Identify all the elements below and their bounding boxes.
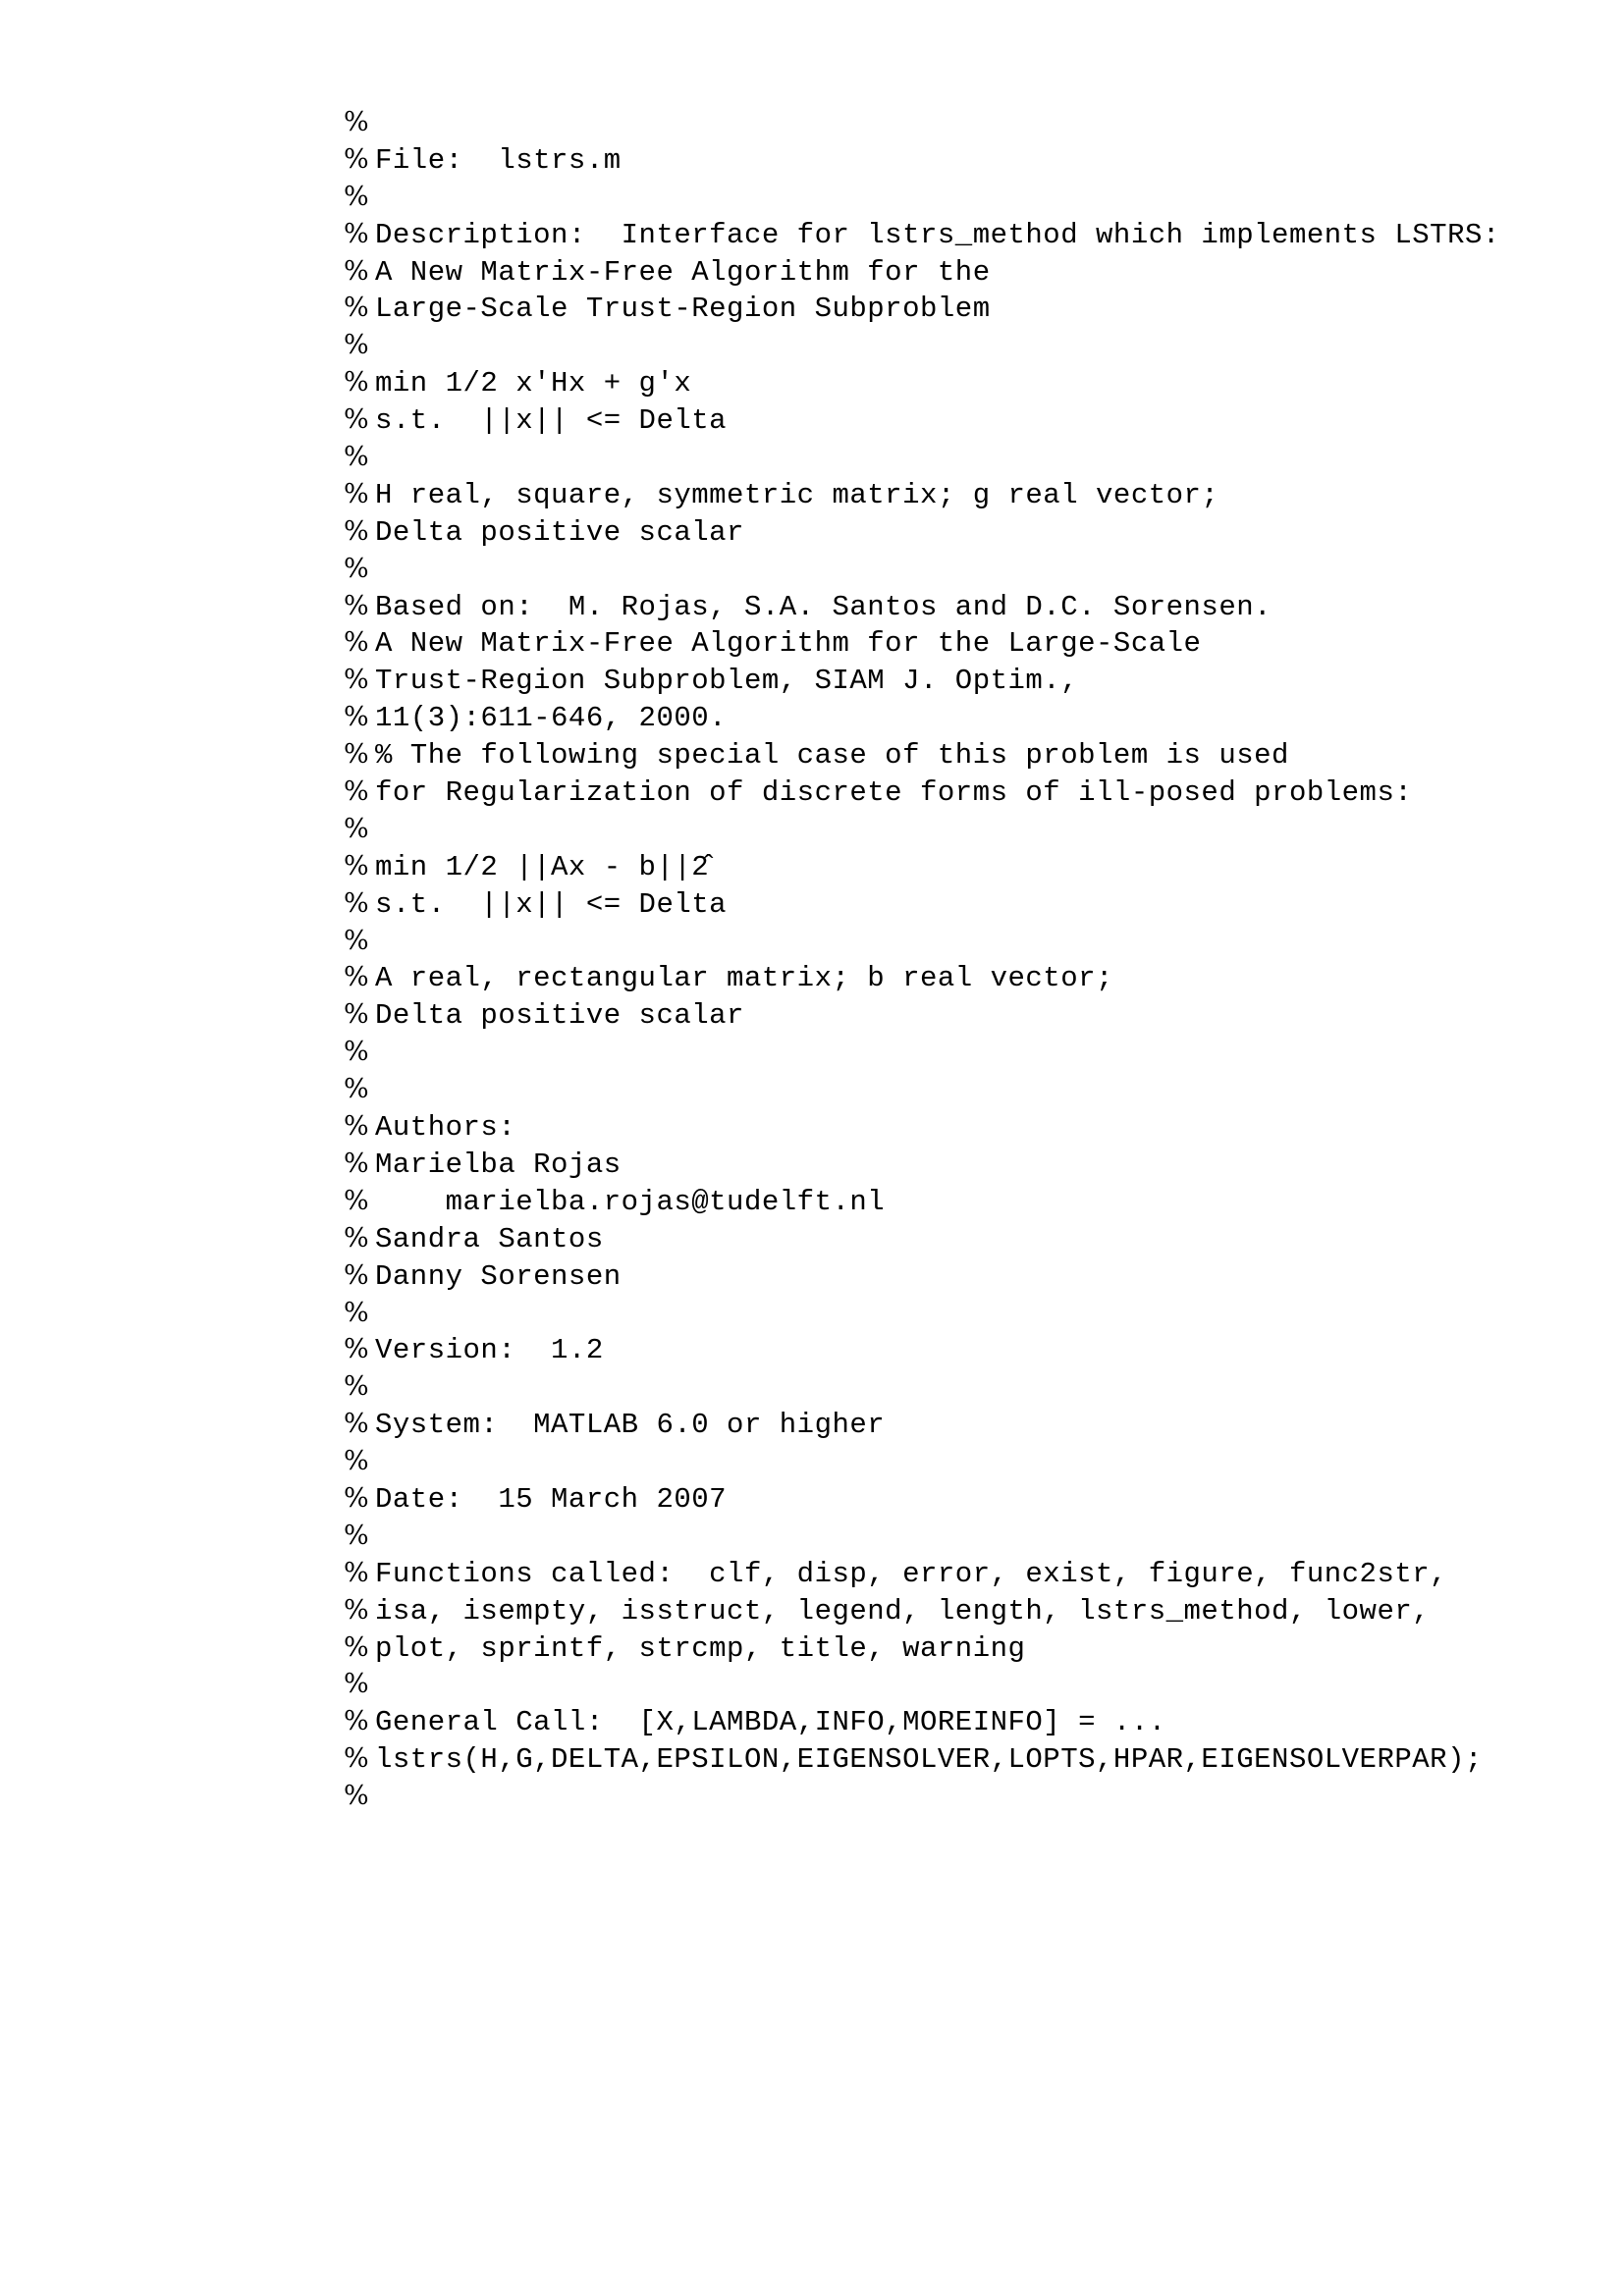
code-comment-listing: [344, 104, 1571, 1815]
comment-text: 11(3):611-646, 2000.: [375, 702, 728, 735]
comment-text: A New Matrix-Free Algorithm for the Large-Scale: [375, 627, 1202, 661]
comment-marker: %: [344, 665, 369, 696]
comment-text: min 1/2 ||Ax - b||2̂: [375, 850, 710, 883]
comment-marker: %: [344, 813, 369, 844]
comment-marker: %: [344, 850, 369, 881]
comment-text: A real, rectangular matrix; b real vector;: [375, 962, 1113, 995]
comment-text: Large-Scale Trust-Region Subproblem: [375, 293, 991, 326]
comment-line: [344, 401, 1571, 439]
comment-marker: %: [344, 1669, 369, 1700]
comment-marker: %: [344, 1446, 369, 1477]
comment-marker: %: [344, 1409, 369, 1440]
comment-line: [344, 1257, 1571, 1295]
comment-text: Danny Sorensen: [375, 1259, 622, 1293]
comment-line: [344, 1220, 1571, 1257]
comment-line: [344, 624, 1571, 662]
comment-marker: %: [344, 1520, 369, 1551]
comment-line: [344, 1480, 1571, 1518]
comment-line: [344, 141, 1571, 179]
comment-marker: %: [344, 1297, 369, 1328]
comment-text: min 1/2 x'Hx + g'x: [375, 367, 692, 400]
comment-text: General Call: [X,LAMBDA,INFO,MOREINFO] = ...: [375, 1706, 1166, 1739]
comment-line: [344, 364, 1571, 401]
comment-marker: %: [344, 590, 369, 621]
comment-line: [344, 1071, 1571, 1108]
comment-marker: %: [344, 1111, 369, 1143]
comment-line: [344, 1034, 1571, 1071]
comment-text: s.t. ||x|| <= Delta: [375, 887, 728, 921]
comment-line: [344, 216, 1571, 253]
comment-marker: %: [344, 1781, 369, 1812]
comment-marker: %: [344, 515, 369, 547]
comment-text: A New Matrix-Free Algorithm for the: [375, 255, 991, 289]
comment-marker: %: [344, 367, 369, 399]
comment-line: [344, 811, 1571, 848]
comment-text: Delta positive scalar: [375, 999, 744, 1033]
comment-text: Date: 15 March 2007: [375, 1482, 728, 1516]
comment-marker: %: [344, 181, 369, 212]
comment-text: Sandra Santos: [375, 1222, 604, 1255]
comment-text: Trust-Region Subproblem, SIAM J. Optim.,: [375, 665, 1079, 698]
comment-text: marielba.rojas@tudelft.nl: [375, 1185, 886, 1218]
comment-line: [344, 290, 1571, 327]
comment-marker: %: [344, 1482, 369, 1514]
comment-marker: %: [344, 1334, 369, 1365]
comment-text: s.t. ||x|| <= Delta: [375, 404, 728, 438]
comment-marker: %: [344, 293, 369, 324]
comment-line: [344, 1703, 1571, 1740]
comment-text: Delta positive scalar: [375, 515, 744, 549]
comment-line: [344, 1666, 1571, 1703]
comment-line: [344, 179, 1571, 216]
comment-line: [344, 662, 1571, 699]
comment-line: [344, 885, 1571, 923]
comment-line: [344, 736, 1571, 774]
comment-line: [344, 959, 1571, 996]
comment-line: [344, 253, 1571, 291]
comment-line: [344, 1368, 1571, 1406]
comment-text: H real, square, symmetric matrix; g real vector;: [375, 478, 1219, 511]
comment-line: [344, 1555, 1571, 1592]
comment-line: [344, 1518, 1571, 1555]
comment-line: [344, 1740, 1571, 1778]
comment-line: [344, 1778, 1571, 1815]
comment-line: [344, 327, 1571, 364]
comment-marker: %: [344, 553, 369, 584]
comment-marker: %: [344, 702, 369, 733]
comment-marker: %: [344, 1259, 369, 1291]
comment-marker: %: [344, 442, 369, 473]
comment-marker: %: [344, 1706, 369, 1737]
comment-marker: %: [344, 776, 369, 808]
comment-line: [344, 551, 1571, 588]
comment-text: Description: Interface for lstrs_method which implements LSTRS:: [375, 218, 1500, 251]
comment-marker: %: [344, 925, 369, 956]
comment-marker: %: [344, 404, 369, 436]
comment-line: [344, 699, 1571, 736]
comment-line: [344, 848, 1571, 885]
comment-line: [344, 588, 1571, 625]
comment-text: File: lstrs.m: [375, 143, 622, 177]
comment-marker: %: [344, 962, 369, 993]
comment-marker: %: [344, 1631, 369, 1663]
comment-marker: %: [344, 999, 369, 1031]
comment-text: System: MATLAB 6.0 or higher: [375, 1409, 886, 1442]
comment-marker: %: [344, 143, 369, 175]
comment-marker: %: [344, 1594, 369, 1626]
comment-line: [344, 1331, 1571, 1368]
comment-text: lstrs(H,G,DELTA,EPSILON,EIGENSOLVER,LOPTS,HPAR,EIGENSOLVERPAR);: [375, 1743, 1483, 1777]
comment-marker: %: [344, 1222, 369, 1254]
comment-marker: %: [344, 627, 369, 659]
comment-marker: %: [344, 218, 369, 249]
comment-text: Based on: M. Rojas, S.A. Santos and D.C. Sorensen.: [375, 590, 1272, 623]
comment-marker: %: [344, 107, 369, 137]
comment-marker: %: [344, 1557, 369, 1588]
comment-marker: %: [344, 1037, 369, 1068]
comment-marker: %: [344, 255, 369, 287]
comment-line: [344, 923, 1571, 960]
comment-line: [344, 1108, 1571, 1146]
comment-text: plot, sprintf, strcmp, title, warning: [375, 1631, 1026, 1665]
comment-line: [344, 1295, 1571, 1332]
comment-marker: %: [344, 1371, 369, 1403]
comment-line: [344, 476, 1571, 513]
comment-marker: %: [344, 478, 369, 509]
comment-text: for Regularization of discrete forms of ill-posed problems:: [375, 776, 1413, 810]
comment-text: Marielba Rojas: [375, 1148, 622, 1181]
comment-line: [344, 774, 1571, 811]
comment-line: [344, 1443, 1571, 1480]
comment-line: [344, 1629, 1571, 1667]
comment-marker: %: [344, 887, 369, 919]
comment-line: [344, 1406, 1571, 1443]
comment-line: [344, 513, 1571, 551]
comment-marker: %: [344, 739, 369, 771]
comment-text: isa, isempty, isstruct, legend, length, lstrs_method, lower,: [375, 1594, 1431, 1628]
comment-marker: %: [344, 1743, 369, 1775]
comment-text: Authors:: [375, 1111, 516, 1145]
comment-line: [344, 1592, 1571, 1629]
comment-line: [344, 1183, 1571, 1220]
comment-marker: %: [344, 1185, 369, 1216]
comment-text: Version: 1.2: [375, 1334, 604, 1367]
comment-line: [344, 996, 1571, 1034]
comment-marker: %: [344, 330, 369, 361]
comment-text: Functions called: clf, disp, error, exist, figure, func2str,: [375, 1557, 1448, 1590]
comment-line: [344, 1146, 1571, 1183]
comment-marker: %: [344, 1148, 369, 1179]
comment-text: % The following special case of this problem is used: [375, 739, 1289, 773]
comment-marker: %: [344, 1074, 369, 1105]
comment-line: [344, 104, 1571, 141]
comment-line: [344, 439, 1571, 476]
